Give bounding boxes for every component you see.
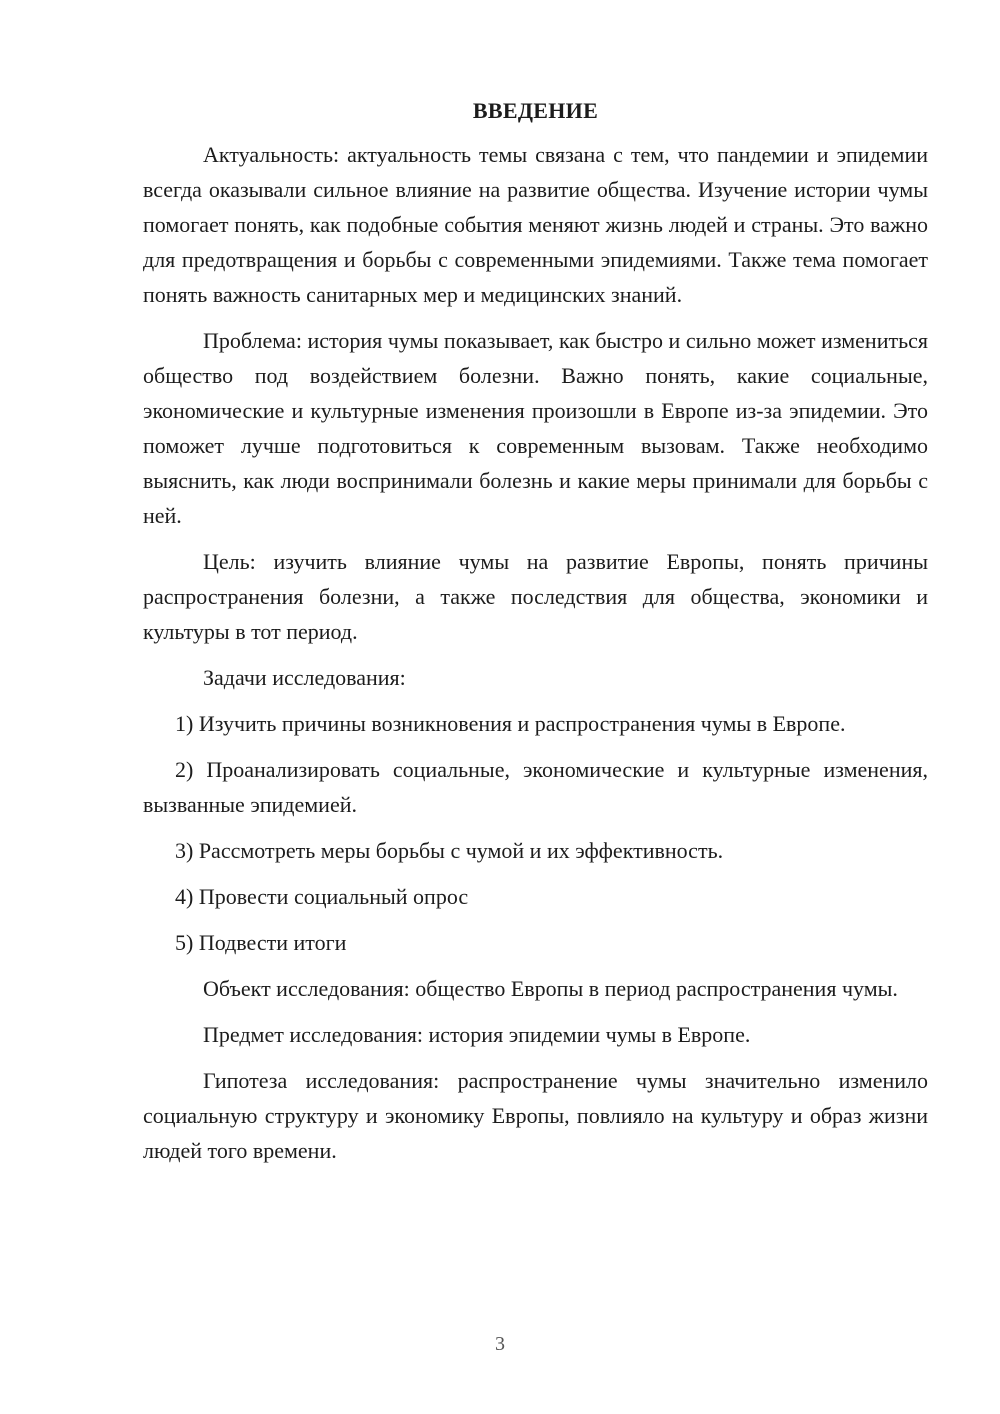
tasks-heading: Задачи исследования: xyxy=(203,665,406,690)
subject-paragraph: Предмет исследования: история эпидемии чумы в Европе. xyxy=(203,1022,751,1047)
page-title: ВВЕДЕНИЕ xyxy=(472,98,599,123)
object-paragraph: Объект исследования: общество Европы в период распространения чумы. xyxy=(203,976,898,1001)
relevance-paragraph: Актуальность: актуальность темы связана с тем, что пандемии и эпидемии всегда оказывали сильное влияние на развитие общества. Изучение истории чумы помогает понять, как подобные события меняют жизнь людей и страны. Это важно для предотвращения и борьбы с современными эпидемиями. Также тема помогает понять важность санитарных мер и медицинских знаний. xyxy=(143,142,928,307)
page-content xyxy=(143,95,928,1179)
goal-paragraph: Цель: изучить влияние чумы на развитие Европы, понять причины распространения болезни, а также последствия для общества, экономики и культуры в тот период. xyxy=(143,549,928,644)
problem-paragraph: Проблема: история чумы показывает, как быстро и сильно может измениться общество под воздействием болезни. Важно понять, какие социальные, экономические и культурные изменения произошли в Европе из-за эпидемии. Это поможет лучше подготовиться к современным вызовам. Также необходимо выяснить, как люди воспринимали болезнь и какие меры принимали для борьбы с ней. xyxy=(143,328,928,528)
task-item-1: 1) Изучить причины возникновения и распространения чумы в Европе. xyxy=(175,711,846,736)
task-item-5: 5) Подвести итоги xyxy=(175,930,347,955)
hypothesis-paragraph: Гипотеза исследования: распространение чумы значительно изменило социальную структуру и экономику Европы, повлияло на культуру и образ жизни людей того времени. xyxy=(143,1068,928,1163)
page-number: 3 xyxy=(495,1333,505,1355)
task-item-3: 3) Рассмотреть меры борьбы с чумой и их эффективность. xyxy=(175,838,724,863)
task-item-4: 4) Провести социальный опрос xyxy=(175,884,469,909)
task-item-2: 2) Проанализировать социальные, экономические и культурные изменения, вызванные эпидемией. xyxy=(143,757,928,817)
